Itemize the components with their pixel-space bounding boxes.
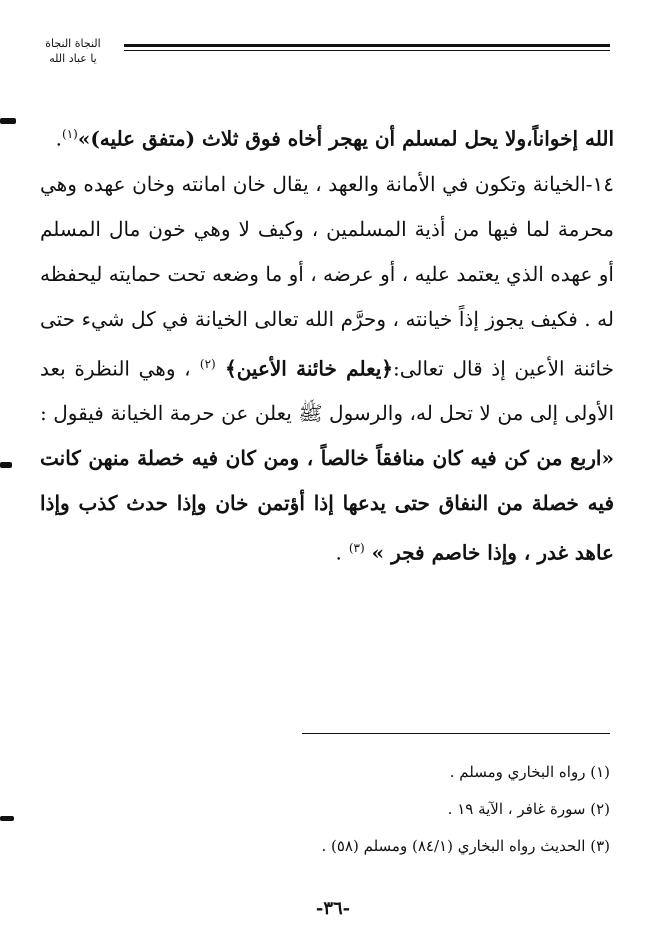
header-line-2: يا عباد الله bbox=[49, 52, 97, 65]
footnote-3: (٣) الحديث رواه البخاري (٨٤/١) ومسلم (٥٨) . bbox=[321, 837, 610, 855]
footnote-ref-3: (٣) bbox=[348, 541, 365, 556]
page-number: -٣٦- bbox=[315, 898, 351, 919]
paragraph-2-text-b: ، وهي النظرة بعد الأولى إلى من لا تحل له، والرسول ﷺ يعلن عن حرمة الخيانة فيقول : bbox=[40, 356, 614, 426]
body-text bbox=[40, 112, 614, 576]
footnotes bbox=[50, 754, 610, 865]
footnote-ref-1: (١) bbox=[62, 127, 78, 141]
paragraph-2 bbox=[40, 162, 614, 576]
paragraph-1 bbox=[40, 112, 614, 162]
header-rule-thin bbox=[124, 50, 610, 51]
footnote-ref-2: (٢) bbox=[199, 356, 216, 371]
paragraph-2-end: . bbox=[335, 540, 342, 565]
margin-mark-middle bbox=[0, 462, 12, 468]
paragraph-2-text-a: ١٤-الخيانة وتكون في الأمانة والعهد ، يقال خان امانته وخان عهده وهي محرمة لما فيها من أذية المسلمين ، وكيف لا وهي خون مال المسلم أو عهده الذي يعتمد عليه ، أو عرضه ، أو ما وضعه تحت حمايته ليحفظه له . فكيف يجوز إذاً خيانته ، وحرَّم الله تعالى الخيانة في كل شيء حتى خائنة الأعين إذ قال تعالى: bbox=[40, 171, 615, 381]
header-rule-thick bbox=[124, 44, 610, 47]
margin-mark-top bbox=[0, 118, 16, 124]
footnote-separator bbox=[302, 733, 610, 734]
quran-quote: ﴿يعلم خائنة الأعين﴾ bbox=[224, 356, 394, 381]
paragraph-1-text: الله إخواناً،ولا يحل لمسلم أن يهجر أخاه فوق ثلاث (متفق عليه)» bbox=[77, 126, 614, 151]
running-header bbox=[28, 36, 118, 66]
footnote-2: (٢) سورة غافر ، الآية ١٩ . bbox=[447, 800, 610, 818]
paragraph-1-end: . bbox=[55, 126, 63, 151]
header-line-1: النجاة النجاة bbox=[45, 37, 101, 50]
hadith-quote: «اربع من كن فيه كان منافقاً خالصاً ، ومن كان فيه خصلة منهن كانت فيه خصلة من النفاق حتى يدعها إذا أؤتمن خان وإذا حدث كذب وإذا عاهد غدر ، وإذا خاصم فجر » bbox=[40, 446, 614, 565]
margin-mark-bottom bbox=[0, 816, 14, 821]
footnote-1: (١) رواه البخاري ومسلم . bbox=[449, 763, 610, 781]
